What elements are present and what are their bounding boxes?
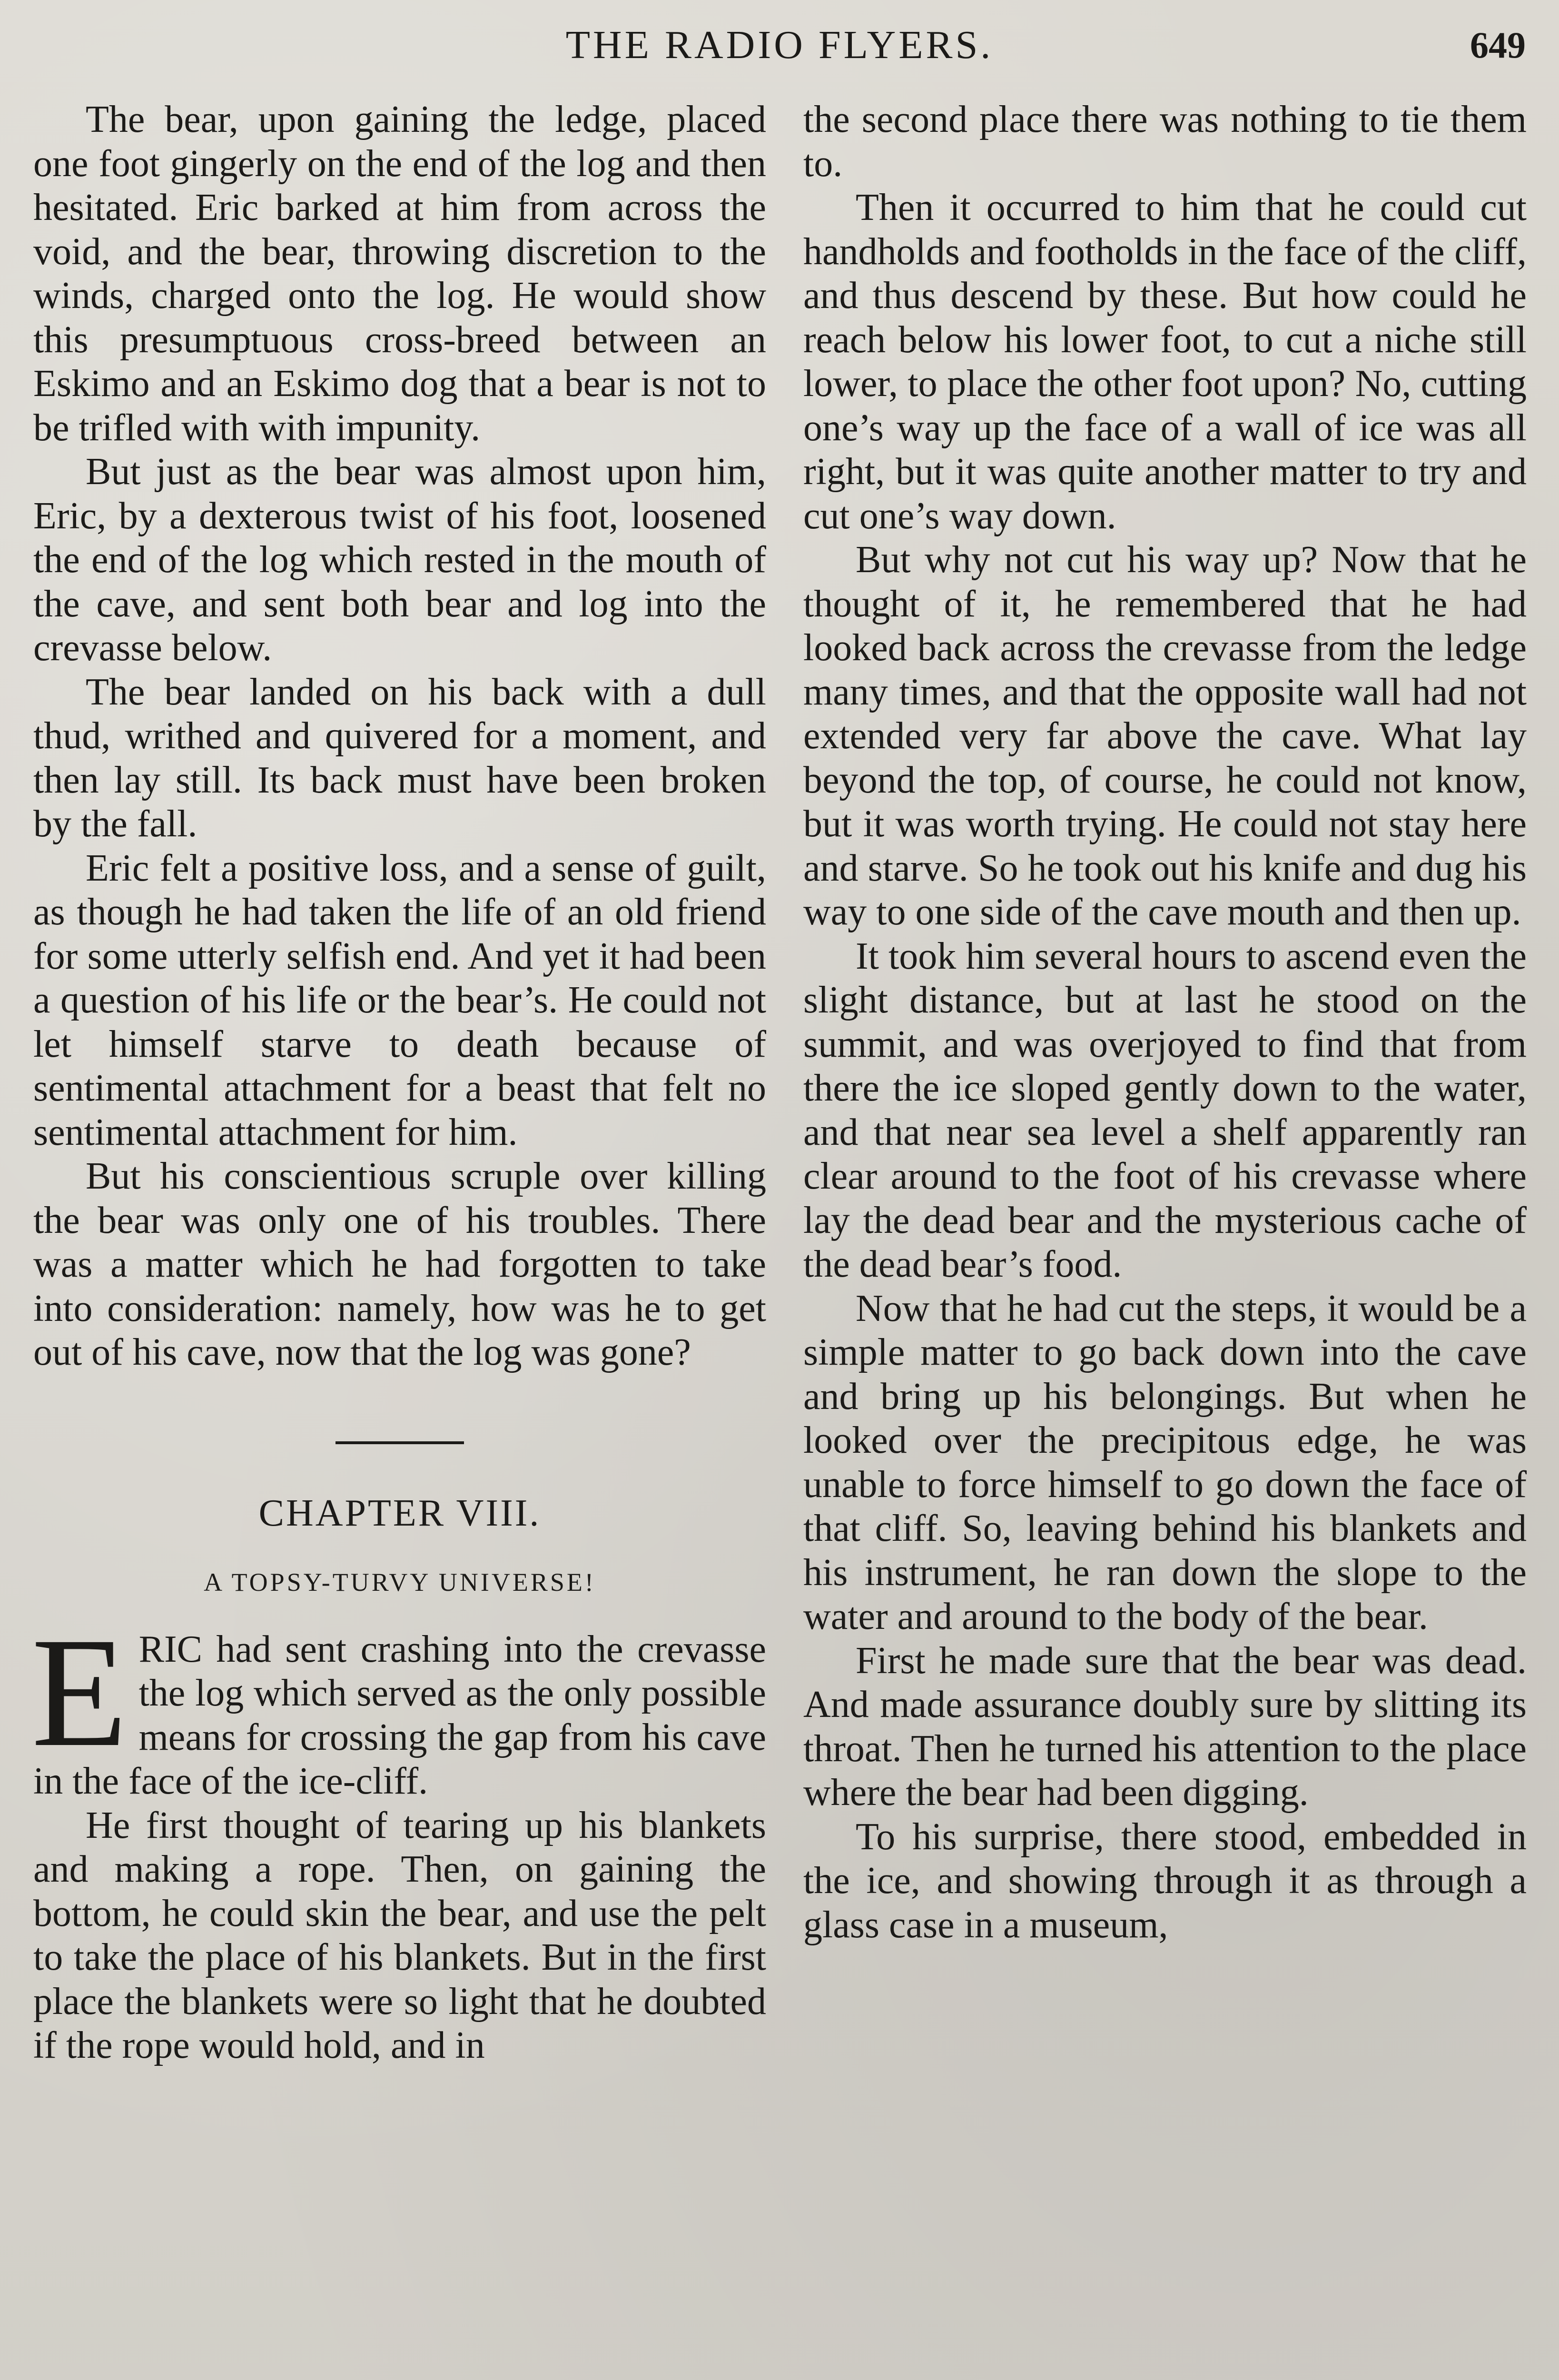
- paragraph: He first thought of tearing up his blankets and making a rope. Then, on gaining the bottom, he could skin the bear, and use the pelt to take the place of his blankets. But in the first place the blankets were so light that he doubted if the rope would hold, and in: [33, 1804, 766, 2066]
- chapter-opening-paragraph: [31, 1605, 766, 1804]
- chapter-subtitle: A TOPSY-TURVY UNIVERSE!: [204, 1567, 596, 1597]
- paragraph: But just as the bear was almost upon him, Eric, by a dexterous twist of his foot, loosened the end of the log which rested in the mouth of the cave, and sent both bear and log into the crevasse below.: [33, 451, 766, 669]
- paragraph: But why not cut his way up? Now that he thought of it, he remembered that he had looked back across the crevasse from the ledge many times, and that the opposite wall had not extended very far above the cave. What lay beyond the top, of course, he could not know, but it was worth trying. He could not stay here and starve. So he took out his knife and dug his way to one side of the cave mouth and then up.: [803, 539, 1527, 933]
- paragraph: Then it occurred to him that he could cut handholds and footholds in the face of the cliff, and thus descend by these. But how could he reach below his lower foot, to cut a niche still lower, to place the other foot upon? No, cutting one’s way up the face of a wall of ice was all right, but it was quite another matter to try and cut one’s way down.: [803, 187, 1527, 537]
- chapter-heading: CHAPTER VIII.: [258, 1492, 541, 1534]
- running-title: THE RADIO FLYERS.: [565, 23, 994, 67]
- paragraph: The bear landed on his back with a dull thud, writhed and quivered for a moment, and then lay still. Its back must have been broken by the fall.: [33, 671, 766, 845]
- chapter-divider-rule: [335, 1441, 464, 1444]
- paragraph: But his conscientious scruple over killing the bear was only one of his troubles. There was a matter which he had forgotten to take into consideration: namely, how was he to get out of his cave, now that the log was gone?: [33, 1155, 766, 1373]
- chapter-opening-text: RIC had sent crashing into the crevasse the log which served as the only possible means for crossing the gap from his cave in the face of the ice-cliff.: [33, 1628, 766, 1802]
- paragraph: First he made sure that the bear was dead. And made assurance doubly sure by slitting its throat. Then he turned his attention to the place where the bear had been digging.: [803, 1639, 1527, 1814]
- paragraph: Now that he had cut the steps, it would be a simple matter to go back down into the cave and bring up his belongings. But when he looked over the precipitous edge, he was unable to force himself to go down the face of that cliff. So, leaving behind his blankets and his instrument, he ran down the slope to the water and around to the body of the bear.: [803, 1287, 1527, 1637]
- paragraph: It took him several hours to ascend even the slight distance, but at last he stood on the summit, and was overjoyed to find that from there the ice sloped gently down to the water, and that near sea level a shelf apparently ran clear around to the foot of his crevasse where lay the dead bear and the mysterious cache of the dead bear’s food.: [803, 935, 1527, 1285]
- right-column: [803, 98, 1527, 1947]
- page-number: 649: [1470, 24, 1526, 66]
- running-head: [0, 19, 1559, 71]
- paragraph: To his surprise, there stood, embedded in the ice, and showing through it as through a glass case in a museum,: [803, 1815, 1527, 1946]
- drop-cap: E: [31, 1605, 128, 1779]
- continued-paragraph: the second place there was nothing to tie them to.: [803, 99, 1527, 185]
- left-column: [33, 98, 766, 2068]
- paragraph: Eric felt a positive loss, and a sense of guilt, as though he had taken the life of an old friend for some utterly selfish end. And yet it had been a question of his life or the bear’s. He could not let himself starve to death because of sentimental attachment for a beast that felt no sentimental attachment for him.: [33, 847, 766, 1153]
- paragraph: The bear, upon gaining the ledge, placed one foot gingerly on the end of the log and then hesitated. Eric barked at him from across the void, and the bear, throwing discretion to the winds, charged onto the log. He would show this presumptuous cross-breed between an Eskimo and an Eskimo dog that a bear is not to be trifled with with impunity.: [33, 99, 766, 449]
